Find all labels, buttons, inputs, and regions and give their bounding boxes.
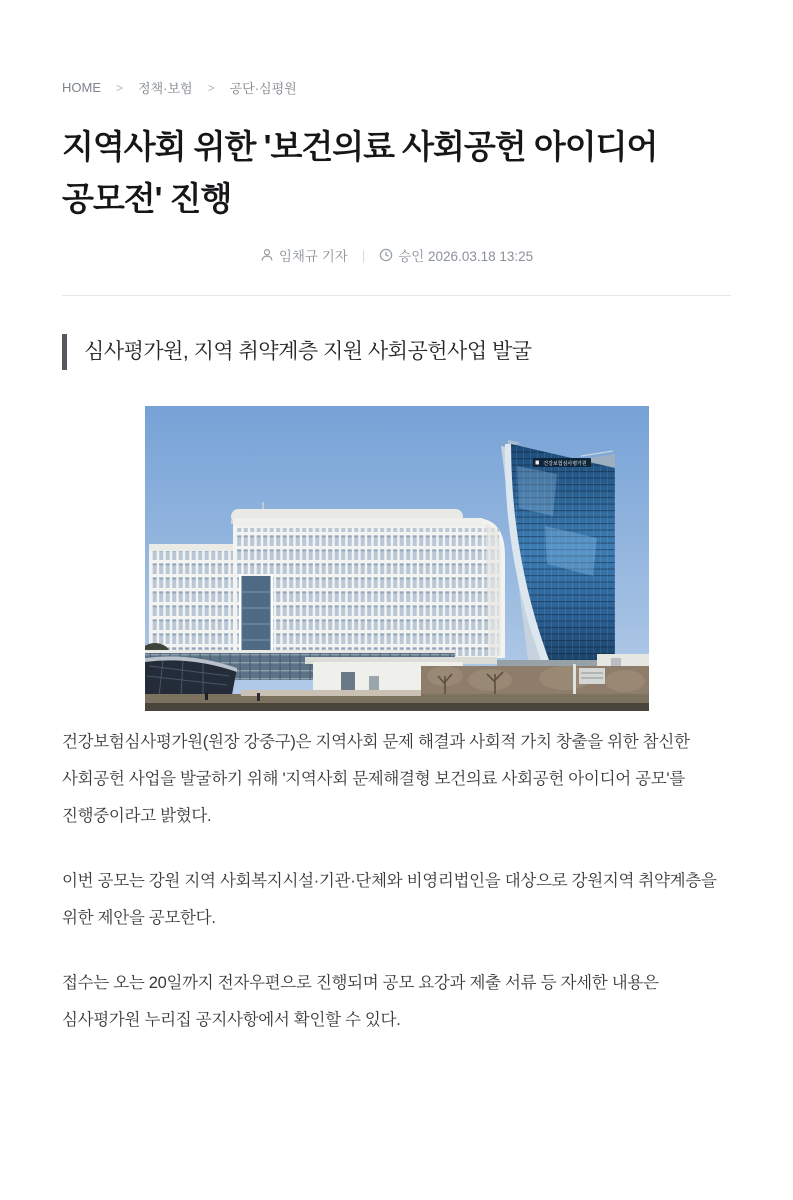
- article-photo: [145, 406, 649, 711]
- byline: [62, 245, 731, 265]
- reporter: [260, 245, 348, 265]
- breadcrumb-separator-icon: >: [116, 80, 124, 95]
- breadcrumb-home[interactable]: HOME: [62, 80, 101, 95]
- byline-divider: |: [361, 247, 366, 263]
- breadcrumb-category[interactable]: 정책·보험: [138, 81, 193, 96]
- breadcrumb: [62, 78, 731, 97]
- breadcrumb-subcategory[interactable]: 공단·심평원: [229, 81, 297, 96]
- published: [379, 245, 533, 265]
- article-paragraph: 접수는 오는 20일까지 전자우편으로 진행되며 공모 요강과 제출 서류 등 자세한 내용은 심사평가원 누리집 공지사항에서 확인할 수 있다.: [62, 974, 659, 1029]
- article-body: [62, 724, 731, 1039]
- clock-icon: [379, 248, 393, 262]
- article-page: [0, 78, 793, 1039]
- hira-building-illustration: [145, 406, 649, 711]
- person-icon: [260, 248, 274, 262]
- article-paragraph: 건강보험심사평가원(원장 강중구)은 지역사회 문제 해결과 사회적 가치 창출을 위한 참신한 사회공헌 사업을 발굴하기 위해 '지역사회 문제해결형 보건의료 사회공헌 아이디어 공모'를 진행중이라고 밝혔다.: [62, 733, 690, 825]
- tower-sign-text: 건강보험심사평가원: [542, 461, 587, 467]
- published-time: 승인 2026.03.18 13:25: [398, 249, 534, 264]
- article-title: 지역사회 위한 '보건의료 사회공헌 아이디어 공모전' 진행: [62, 128, 658, 217]
- breadcrumb-separator-icon: >: [207, 80, 215, 95]
- divider-line: [62, 295, 731, 296]
- article-subheading: 심사평가원, 지역 취약계층 지원 사회공헌사업 발굴: [62, 334, 731, 370]
- reporter-name: 임채규 기자: [278, 249, 348, 264]
- article-paragraph: 이번 공모는 강원 지역 사회복지시설·기관·단체와 비영리법인을 대상으로 강원지역 취약계층을 위한 제안을 공모한다.: [62, 872, 717, 927]
